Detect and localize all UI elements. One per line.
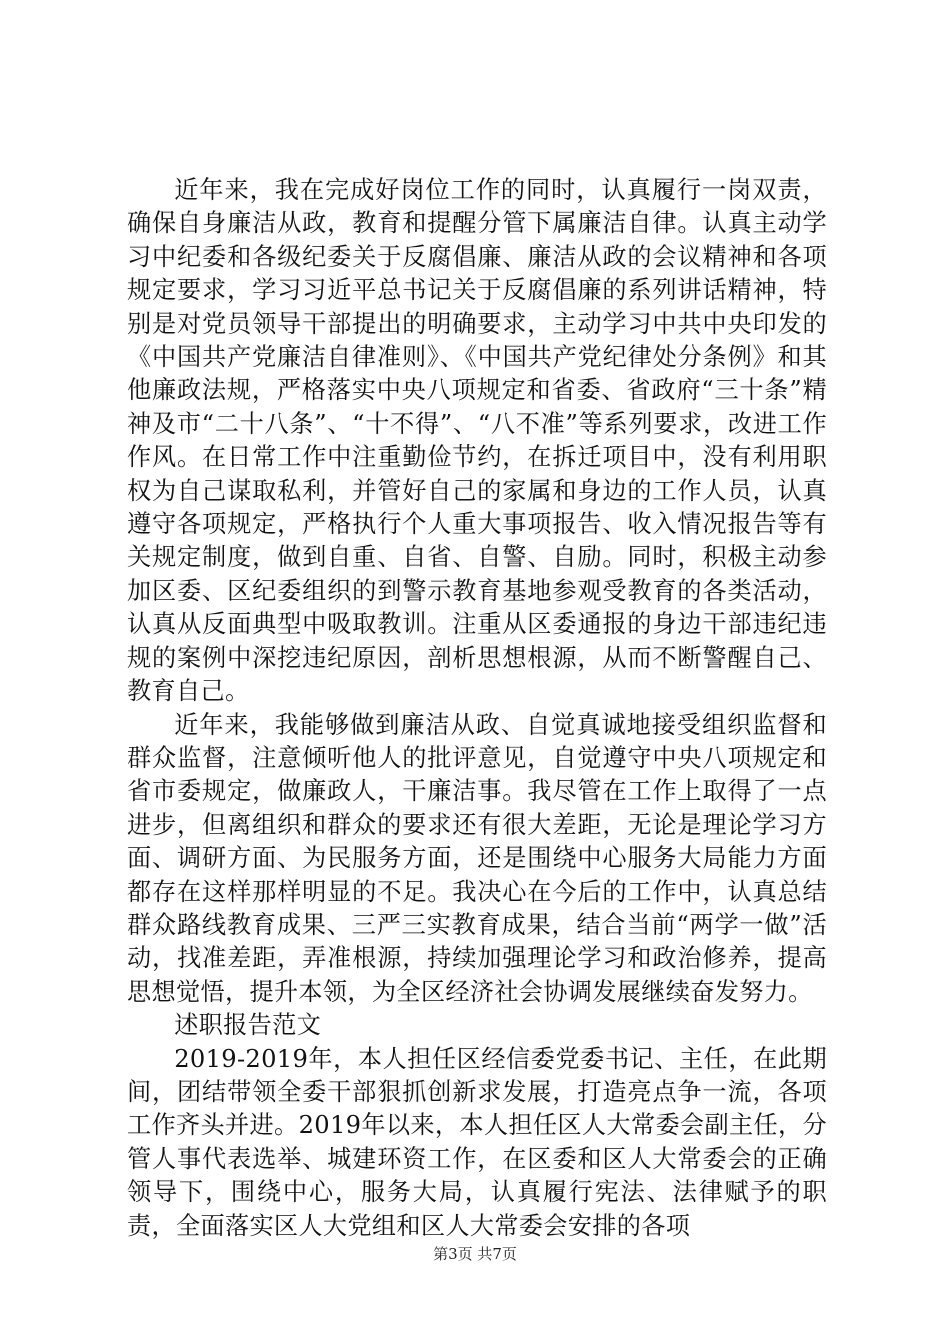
paragraph-self-assessment: 近年来，我能够做到廉洁从政、自觉真诚地接受组织监督和群众监督，注意倾听他人的批评意见，自觉遵守中央八项规定和省市委规定，做廉政人，干廉洁事。我尽管在工作上取得了一点进步，但离组织和群众的要求还有很大差距，无论是理论学习方面、调研方面、为民服务方面，还是围绕中心服务大局能力方面都存在这样那样明显的不足。我决心在今后的工作中，认真总结群众路线教育成果、三严三实教育成果，结合当前“两学一做”活动，找准差距，弄准根源，持续加强理论学习和政治修养，提高思想觉悟，提升本领，为全区经济社会协调发展继续奋发努力。: [127, 710, 827, 1006]
document-body: [127, 174, 827, 1243]
paragraph-integrity: 近年来，我在完成好岗位工作的同时，认真履行一岗双责，确保自身廉洁从政，教育和提醒分管下属廉洁自律。认真主动学习中纪委和各级纪委关于反腐倡廉、廉洁从政的会议精神和各项规定要求，学习习近平总书记关于反腐倡廉的系列讲话精神，特别是对党员领导干部提出的明确要求，主动学习中共中央印发的《中国共产党廉洁自律准则》、《中国共产党纪律处分条例》和其他廉政法规，严格落实中央八项规定和省委、省政府“三十条”精神及市“二十八条”、“十不得”、“八不准”等系列要求，改进工作作风。在日常工作中注重勤俭节约，在拆迁项目中，没有利用职权为自己谋取私利，并管好自己的家属和身边的工作人员，认真遵守各项规定，严格执行个人重大事项报告、收入情况报告等有关规定制度，做到自重、自省、自警、自励。同时，积极主动参加区委、区纪委组织的到警示教育基地参观受教育的各类活动，认真从反面典型中吸取教训。注重从区委通报的身边干部违纪违规的案例中深挖违纪原因，剖析思想根源，从而不断警醒自己、教育自己。: [127, 176, 827, 706]
section-heading: 述职报告范文: [174, 1011, 322, 1040]
page-footer: 第3页 共7页: [433, 1245, 517, 1263]
paragraph-report-sample: 2019-2019年，本人担任区经信委党委书记、主任，在此期间，团结带领全委干部狠抓创新求发展，打造亮点争一流，各项工作齐头并进。2019年以来，本人担任区人大常委会副主任，分管人事代表选举、城建环资工作，在区委和区人大常委会的正确领导下，围绕中心，服务大局，认真履行宪法、法律赋予的职责，全面落实区人大党组和区人大常委会安排的各项: [127, 1044, 827, 1240]
